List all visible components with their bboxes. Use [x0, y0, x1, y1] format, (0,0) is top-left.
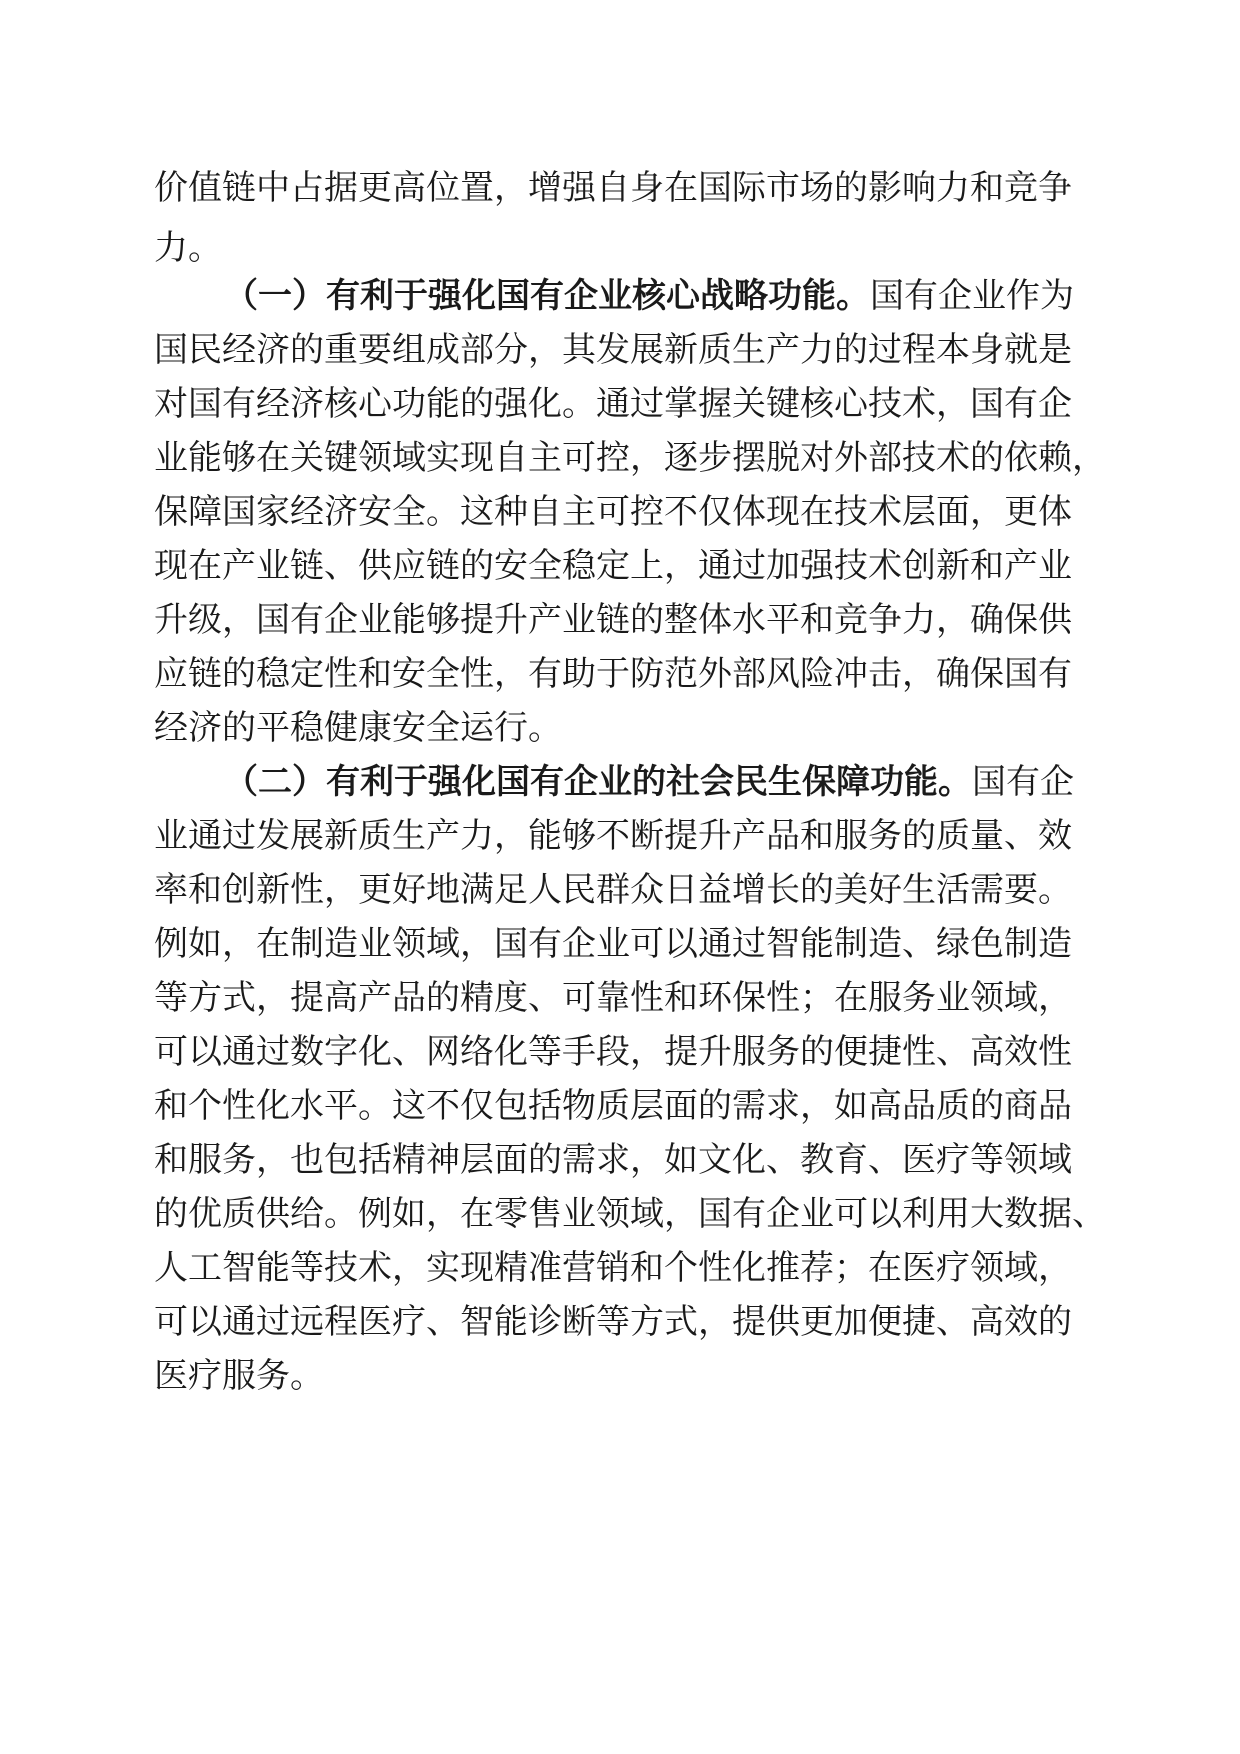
text-line: 升级，国有企业能够提升产业链的整体水平和竞争力，确保供 — [154, 600, 1072, 640]
text-line: 现在产业链、供应链的安全稳定上，通过加强技术创新和产业 — [154, 546, 1072, 586]
section-1-heading: （一）有利于强化国有企业核心战略功能。 — [224, 276, 870, 316]
text-line: 保障国家经济安全。这种自主可控不仅体现在技术层面，更体 — [154, 492, 1072, 532]
text-line: 率和创新性，更好地满足人民群众日益增长的美好生活需要。 — [154, 870, 1072, 910]
section-1-lead-text: 国有企业作为 — [870, 276, 1074, 316]
text-line: 医疗服务。 — [154, 1356, 324, 1396]
text-line: 力。 — [154, 228, 222, 268]
text-line: 对国有经济核心功能的强化。通过掌握关键核心技术，国有企 — [154, 384, 1072, 424]
section-2-first-line — [224, 752, 1074, 812]
text-line: 价值链中占据更高位置，增强自身在国际市场的影响力和竞争 — [154, 168, 1072, 208]
text-line: 可以通过数字化、网络化等手段，提升服务的便捷性、高效性 — [154, 1032, 1072, 1072]
text-line: 国民经济的重要组成部分，其发展新质生产力的过程本身就是 — [154, 330, 1072, 370]
section-2-lead-text: 国有企 — [972, 762, 1074, 802]
section-2-heading: （二）有利于强化国有企业的社会民生保障功能。 — [224, 762, 972, 802]
text-line: 业能够在关键领域实现自主可控，逐步摆脱对外部技术的依赖， — [154, 438, 1106, 478]
text-line: 业通过发展新质生产力，能够不断提升产品和服务的质量、效 — [154, 816, 1072, 856]
text-line: 应链的稳定性和安全性，有助于防范外部风险冲击，确保国有 — [154, 654, 1072, 694]
text-line: 人工智能等技术，实现精准营销和个性化推荐；在医疗领域， — [154, 1248, 1072, 1288]
text-line: 可以通过远程医疗、智能诊断等方式，提供更加便捷、高效的 — [154, 1302, 1072, 1342]
text-line: 经济的平稳健康安全运行。 — [154, 708, 562, 748]
section-1-first-line — [224, 266, 1074, 326]
text-line: 和个性化水平。这不仅包括物质层面的需求，如高品质的商品 — [154, 1086, 1072, 1126]
text-line: 等方式，提高产品的精度、可靠性和环保性；在服务业领域， — [154, 978, 1072, 1018]
text-line: 的优质供给。例如，在零售业领域，国有企业可以利用大数据、 — [154, 1194, 1106, 1234]
text-line: 例如，在制造业领域，国有企业可以通过智能制造、绿色制造 — [154, 924, 1072, 964]
text-line: 和服务，也包括精神层面的需求，如文化、教育、医疗等领域 — [154, 1140, 1072, 1180]
